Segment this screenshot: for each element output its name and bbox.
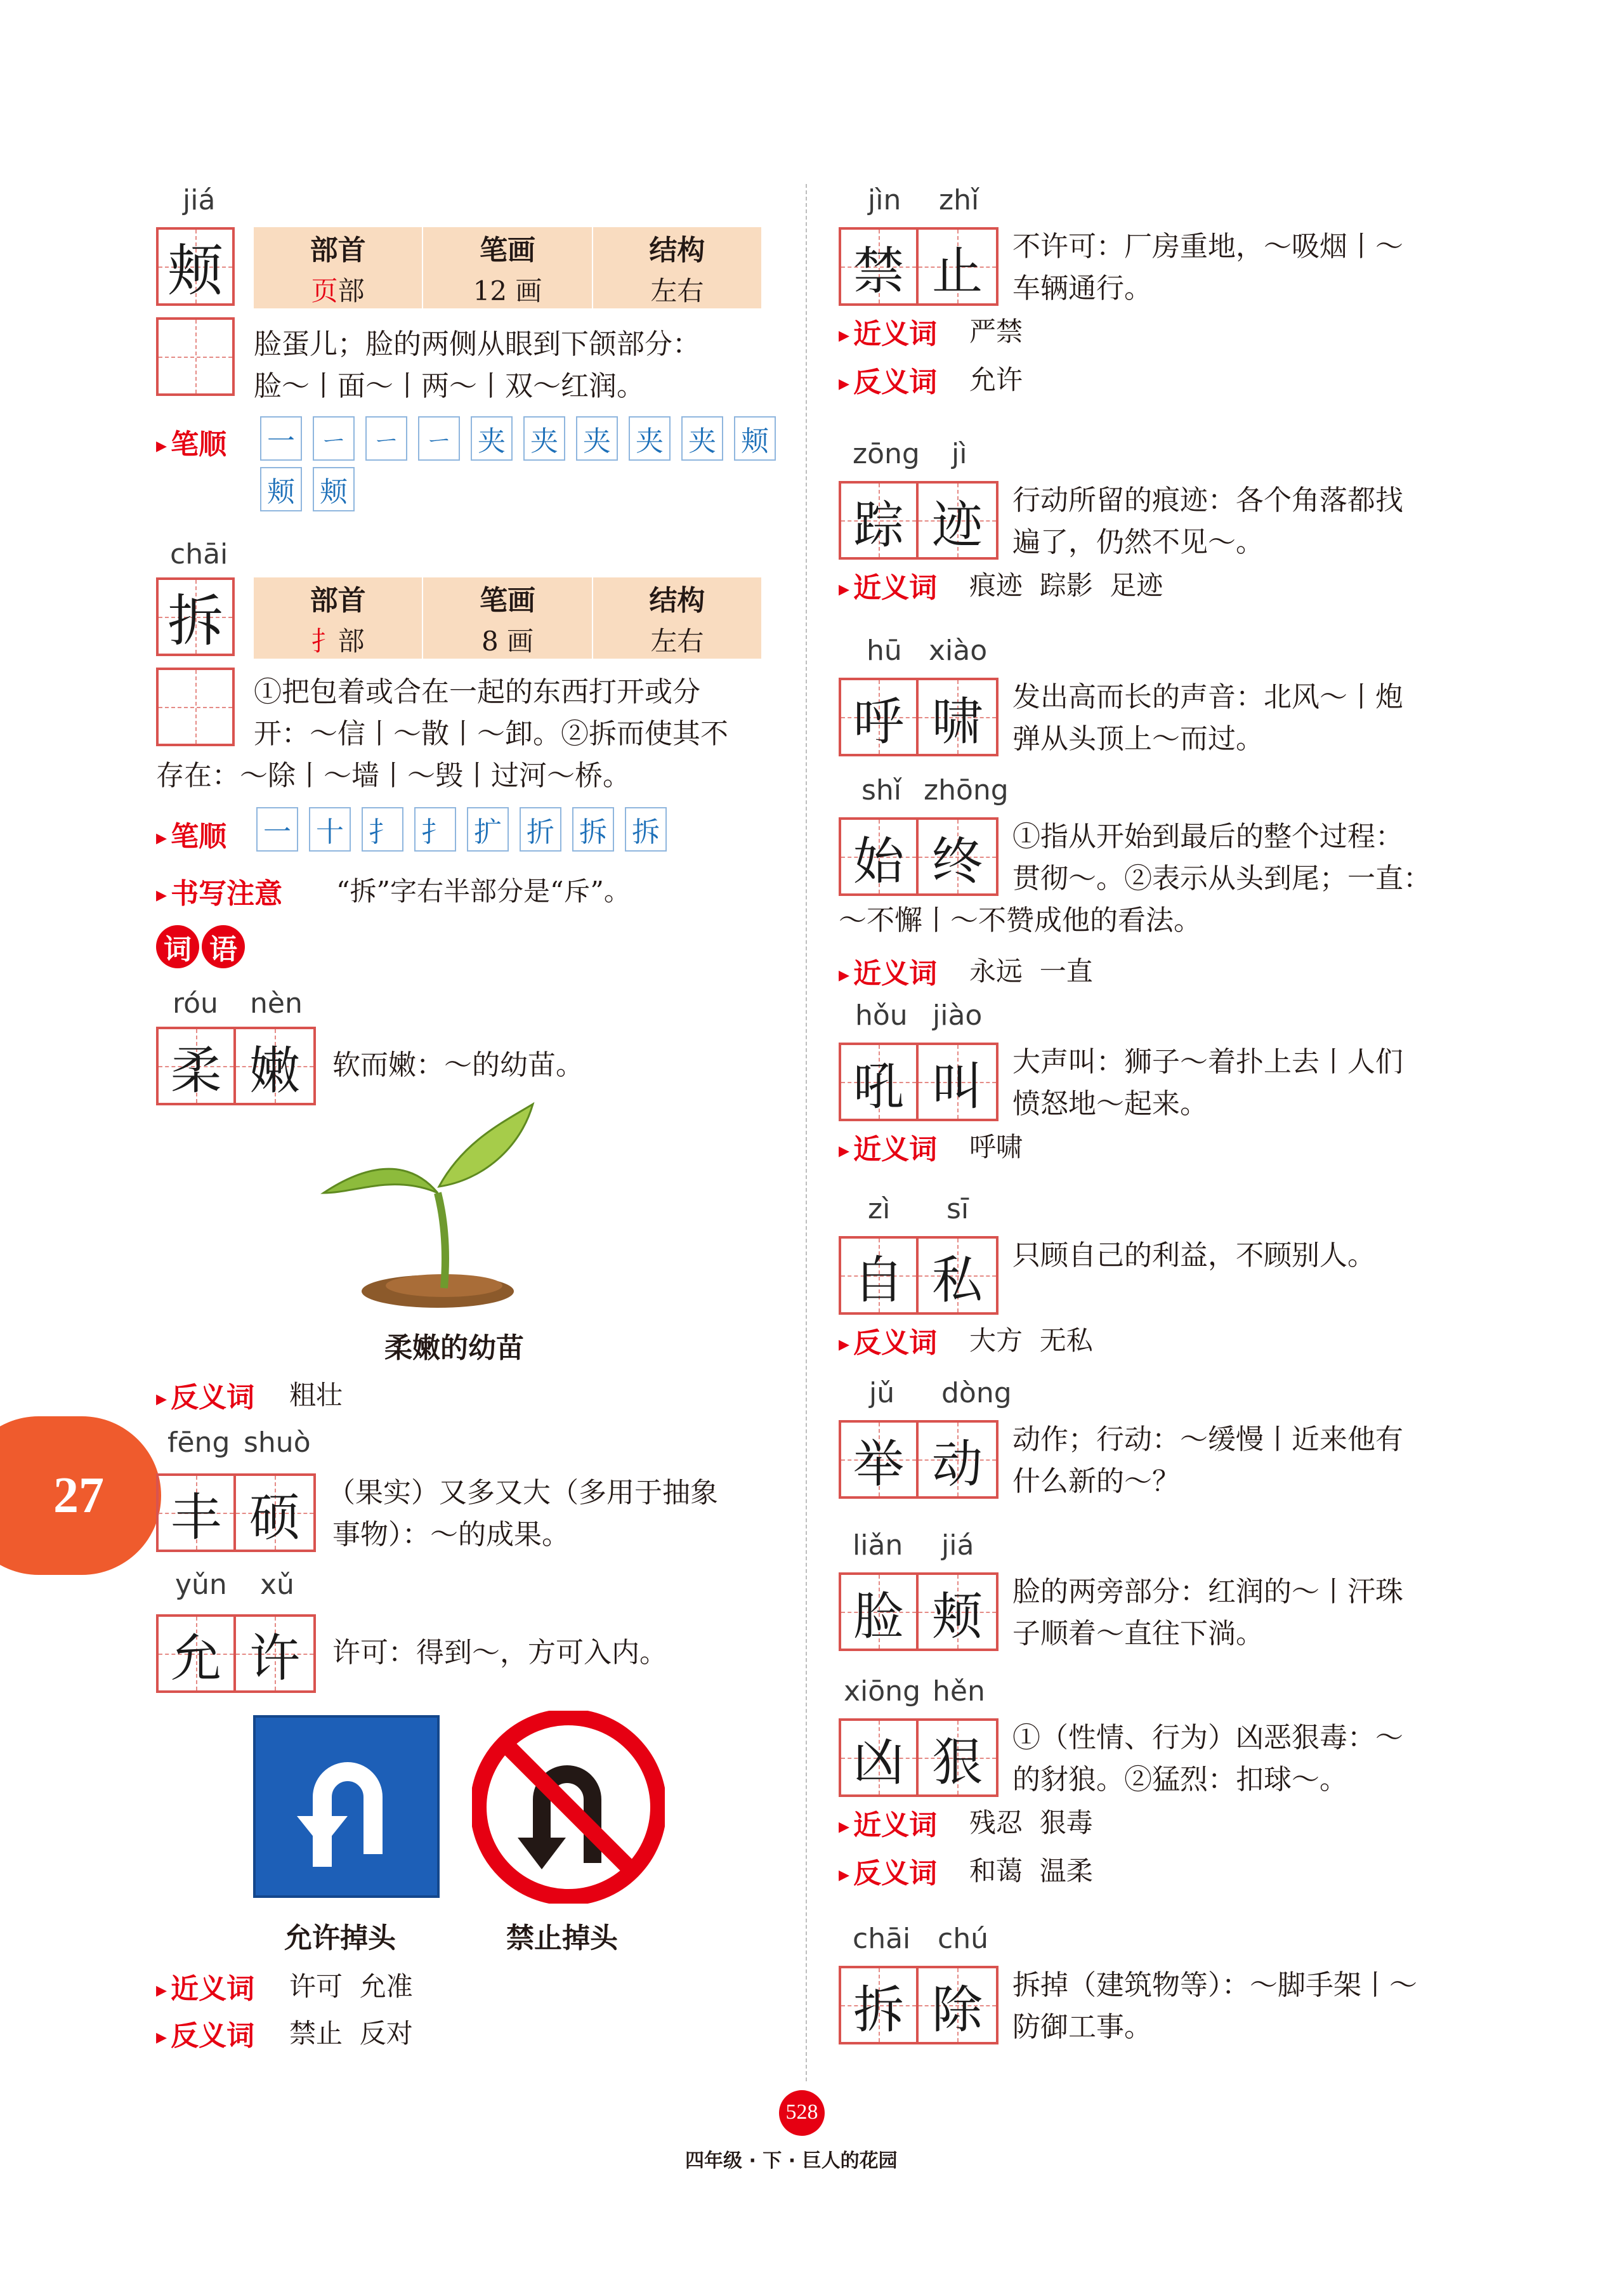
word-char: 踪 [853,495,905,555]
stroke-step: 拆 [625,807,667,852]
word-tag-value: 严禁 [969,316,1023,347]
word-cell [919,1239,996,1312]
radical-header: 部首 [310,234,366,267]
word-definition: ①（性情、行为）凶恶狠毒：～ [1012,1721,1403,1754]
char2-pinyin: chāi [170,538,228,570]
word-pinyin: shǐ [861,774,902,806]
word-char: 颊 [932,1586,983,1646]
char1-definition-2: 脸～丨面～丨两～丨双～红润。 [254,370,645,402]
word-cell [841,1423,919,1496]
word-cell [841,230,919,303]
word-box [839,678,999,756]
stroke-step: 颊 [260,467,302,511]
rounen-box [156,1027,316,1105]
char1-radical-suffix: 部 [337,275,365,306]
stroke-step: 夹 [576,416,618,461]
word-definition: 弹从头顶上～而过。 [1012,723,1264,755]
word-pinyin: jìn [868,184,901,216]
word-tag-label: ▸ 反义词 [839,1320,937,1360]
u-turn-prohibited-sign [472,1711,665,1904]
word-box [839,1420,999,1499]
char2-note-text: “拆”字右半部分是“斥”。 [336,876,631,907]
fengshuo-definition-1: （果实）又多又大（多用于抽象 [327,1477,718,1509]
word-char: 止 [932,241,983,301]
word-box [839,817,999,896]
word-char: 狠 [932,1732,983,1792]
word-char: 呼 [853,692,905,751]
rounen-char-1: 柔 [171,1041,222,1100]
word-tag-value: 痕迹 踪影 足迹 [969,570,1163,601]
word-cell [841,1968,919,2042]
char1-strokes: 12 画 [473,275,542,306]
stroke-step: 折 [520,807,561,852]
char2-definition-3: 存在：～除丨～墙丨～毁丨过河～桥。 [156,760,631,792]
stroke-step: 颊 [313,467,355,511]
stroke-step: 十 [309,807,351,852]
word-pinyin: chú [938,1923,988,1955]
yunxu-pinyin-1: yǔn [175,1569,227,1601]
char2-definition-1: ①把包着或合在一起的东西打开或分 [254,676,700,708]
char2-radical-suffix: 部 [337,626,365,657]
word-cell [919,230,996,303]
char2-strokes: 8 画 [481,626,534,657]
word-cell [919,484,996,557]
strokes-header: 笔画 [479,234,535,267]
stroke-step: 扩 [467,807,509,852]
word-char: 始 [853,831,905,891]
yunxu-synonym-label: ▸ 近义词 [156,1966,254,2006]
word-pinyin: hǒu [855,999,908,1032]
yunxu-definition: 许可：得到～，方可入内。 [332,1636,667,1669]
word-cell [841,680,919,754]
word-cell [919,1423,996,1496]
word-cell [919,1575,996,1649]
stroke-step: 夹 [471,416,513,461]
badge-char-1: 词 [156,925,199,968]
word-pinyin: xiào [929,635,988,667]
lesson-number: 27 [53,1468,104,1524]
char2-box [156,577,235,656]
fengshuo-pinyin-2: shuò [244,1426,311,1459]
word-pinyin: xiōng [844,1675,920,1708]
fengshuo-box [156,1473,316,1552]
char2-practice-box [156,668,235,746]
word-tag-label: ▸ 反义词 [839,359,937,400]
char1-definition-1: 脸蛋儿；脸的两侧从眼到下颌部分： [254,328,700,360]
word-pinyin: hěn [933,1675,985,1708]
word-definition: ～不懈丨～不赞成他的看法。 [839,904,1202,937]
word-tag-label: ▸ 近义词 [839,1802,937,1843]
stroke-step: ㄧ [365,416,407,461]
word-char: 禁 [853,241,905,301]
word-char: 自 [853,1250,905,1310]
fengshuo-char-1: 丰 [171,1487,222,1547]
word-char: 啸 [932,692,983,751]
word-char: 凶 [853,1732,905,1792]
fengshuo-char-2: 硕 [249,1487,301,1547]
char1-box [156,227,235,306]
word-cell [841,1239,919,1312]
stroke-step: 夹 [629,416,671,461]
rounen-antonym-value: 粗壮 [289,1379,343,1411]
stroke-step: 夹 [523,416,565,461]
word-char: 举 [853,1434,905,1494]
word-pinyin: jiào [933,999,983,1032]
yunxu-antonym-label: ▸ 反义词 [156,2013,254,2053]
word-definition: 拆掉（建筑物等）：～脚手架丨～ [1012,1969,1417,2001]
word-tag-value: 残忍 狠毒 [969,1807,1093,1838]
u-turn-allowed-caption: 允许掉头 [284,1922,396,1954]
rounen-antonym-label: ▸ 反义词 [156,1374,254,1415]
char1-stroke-label: ▸ 笔顺 [156,421,226,462]
word-tag-label: ▸ 反义词 [839,1850,937,1891]
word-pinyin: jì [952,438,967,470]
word-box [839,1718,999,1797]
rounen-char-2: 嫩 [249,1041,301,1100]
stroke-step: 一 [256,807,298,852]
word-cell [919,820,996,893]
word-pinyin: jǔ [869,1377,895,1409]
word-pinyin: zhǐ [939,184,979,216]
word-cell [841,820,919,893]
word-char: 迹 [932,495,983,555]
word-cell [841,1575,919,1649]
word-definition: 动作；行动：～缓慢丨近来他有 [1012,1423,1403,1456]
yunxu-pinyin-2: xǔ [260,1569,294,1601]
radical-header: 部首 [310,584,366,617]
word-tag-label: ▸ 近义词 [839,1126,937,1167]
char2-definition-2: 开：～信丨～散丨～卸。②拆而使其不 [254,718,728,750]
word-definition: 发出高而长的声音：北风～丨炮 [1012,681,1403,713]
yunxu-box [156,1614,316,1693]
word-definition: 车辆通行。 [1012,272,1152,305]
word-tag-value: 允许 [969,364,1023,395]
rounen-pinyin-1: róu [173,987,218,1020]
strokes-header: 笔画 [479,584,535,617]
word-pinyin: dòng [941,1377,1012,1409]
word-box [839,1236,999,1315]
stroke-step: ㄧ [313,416,355,461]
word-tag-value: 呼啸 [969,1131,1023,1162]
word-cell [919,1721,996,1794]
word-pinyin: chāi [853,1923,911,1955]
word-definition: 什么新的～？ [1012,1465,1180,1498]
word-char: 私 [932,1250,983,1310]
u-turn-prohibited-caption: 禁止掉头 [506,1922,618,1954]
word-definition: 愤怒地～起来。 [1012,1088,1208,1120]
word-cell [841,1721,919,1794]
word-pinyin: zōng [853,438,920,470]
word-char: 终 [932,831,983,891]
stroke-step: 扌 [414,807,456,852]
word-cell [919,1045,996,1119]
word-char: 除 [932,1980,983,2039]
word-definition: 脸的两旁部分：红润的～丨汗珠 [1012,1576,1403,1608]
word-definition: ①指从开始到最后的整个过程： [1012,820,1403,853]
fengshuo-pinyin-1: fēng [167,1426,230,1459]
char1-info-table [254,227,761,308]
yunxu-synonym-value: 许可 允准 [289,1971,413,2002]
char2-radical: 扌 [311,626,338,657]
word-box [839,1572,999,1651]
word-tag-value: 大方 无私 [969,1325,1093,1356]
column-divider [806,184,807,2081]
char1-structure: 左右 [650,275,704,306]
yunxu-char-2: 许 [249,1628,301,1688]
stroke-step: 拆 [572,807,614,852]
word-char: 脸 [853,1586,905,1646]
word-definition: 贯彻～。②表示从头到尾；一直： [1012,862,1431,895]
stroke-step: 夹 [681,416,723,461]
word-cell [919,1968,996,2042]
word-char: 吼 [853,1057,905,1116]
char1-pinyin: jiá [183,184,216,216]
word-pinyin: zì [868,1193,891,1225]
word-definition: 行动所留的痕迹：各个角落都找 [1012,484,1403,517]
sprout-illustration [317,1098,546,1313]
word-cell [841,484,919,557]
word-definition: 只顾自己的利益，不顾别人。 [1012,1239,1375,1272]
word-pinyin: hū [867,635,902,667]
word-pinyin: sī [946,1193,969,1225]
sprout-caption: 柔嫩的幼苗 [384,1332,524,1364]
yunxu-antonym-value: 禁止 反对 [289,2018,413,2049]
char1-radical: 页 [311,275,338,306]
word-definition: 遍了，仍然不见～。 [1012,526,1264,558]
stroke-step: 扌 [362,807,403,852]
char2-info-table [254,577,761,659]
word-pinyin: liǎn [853,1529,903,1562]
rounen-definition: 软而嫩：～的幼苗。 [332,1049,584,1081]
word-char: 拆 [853,1980,905,2039]
page-number: 528 [785,2100,818,2124]
word-definition: 大声叫：狮子～着扑上去丨人们 [1012,1046,1403,1078]
section-badge [156,925,245,968]
word-definition: 的豺狼。②猛烈：扣球～。 [1012,1763,1347,1796]
word-box [839,1966,999,2044]
structure-header: 结构 [649,234,705,267]
badge-char-2: 语 [202,925,245,968]
word-cell [841,1045,919,1119]
char2-char: 拆 [167,588,223,654]
stroke-step: 一 [260,416,302,461]
word-definition: 不许可：厂房重地，～吸烟丨～ [1012,230,1403,263]
structure-header: 结构 [649,584,705,617]
word-definition: 子顺着～直往下淌。 [1012,1617,1264,1650]
stroke-step: 颊 [734,416,776,461]
word-tag-value: 永远 一直 [969,956,1093,987]
char1-practice-box [156,317,235,396]
word-tag-label: ▸ 近义词 [839,565,937,605]
char2-stroke-label: ▸ 笔顺 [156,813,226,854]
char2-structure: 左右 [650,626,704,657]
word-definition: 防御工事。 [1012,2011,1152,2043]
word-box [839,227,999,306]
word-pinyin: jiá [941,1529,974,1562]
word-char: 叫 [932,1057,983,1116]
word-cell [919,680,996,754]
word-tag-label: ▸ 近义词 [839,951,937,991]
word-tag-value: 和蔼 温柔 [969,1855,1093,1886]
char1-char: 颊 [167,238,223,303]
word-box [839,481,999,560]
word-tag-label: ▸ 近义词 [839,311,937,352]
char2-note-label: ▸ 书写注意 [156,871,282,911]
u-turn-allowed-sign [252,1715,440,1899]
fengshuo-definition-2: 事物）：～的成果。 [332,1518,570,1551]
rounen-pinyin-2: nèn [250,987,303,1020]
word-char: 动 [932,1434,983,1494]
page-footer: 四年级 · 下 · 巨人的花园 [685,2150,898,2172]
word-pinyin: zhōng [924,774,1009,806]
stroke-step: ㄧ [418,416,460,461]
yunxu-char-1: 允 [171,1628,222,1688]
word-box [839,1043,999,1121]
